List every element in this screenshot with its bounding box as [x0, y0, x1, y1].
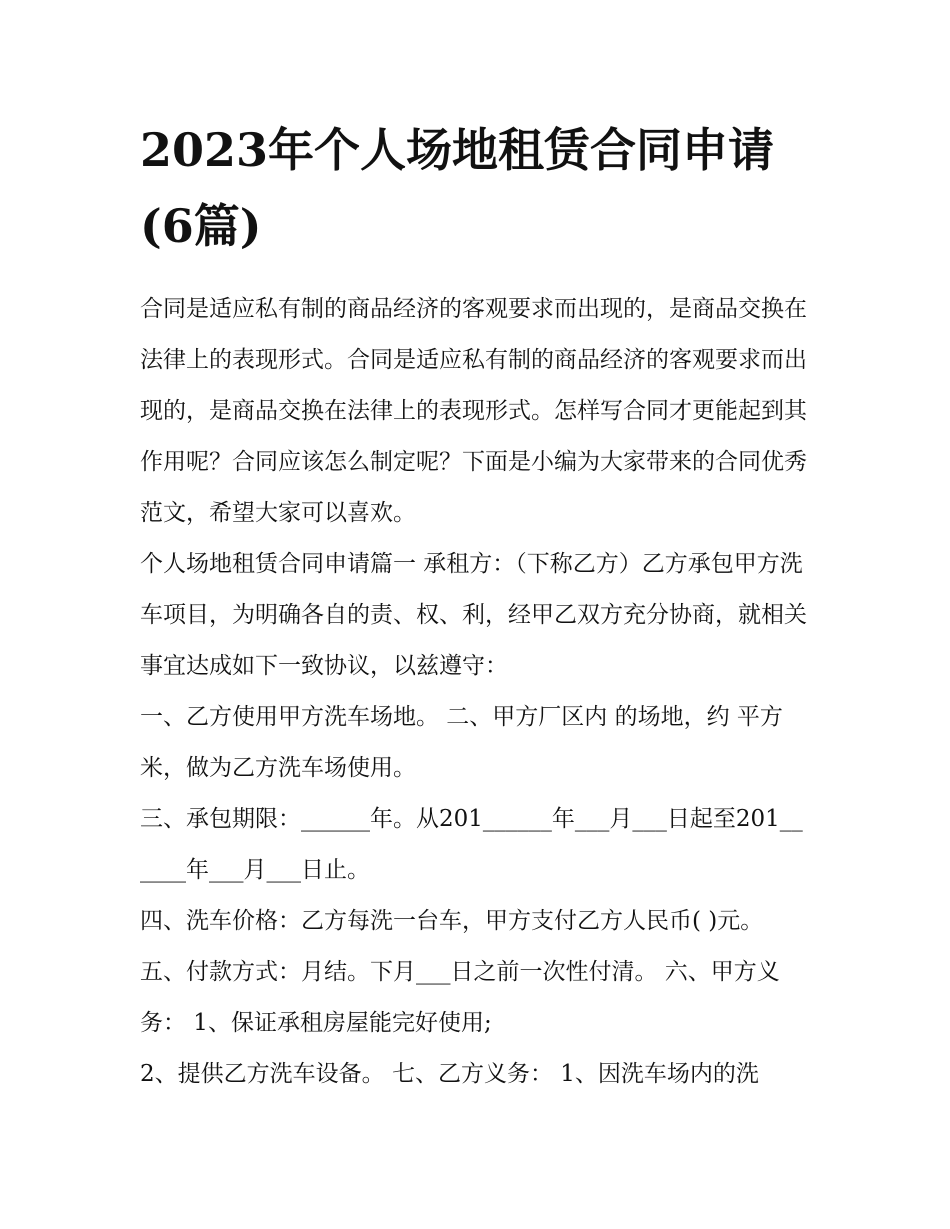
paragraph-clause-payment: 五、付款方式：月结。下月___日之前一次性付清。 六、甲方义务： 1、保证承租房屋能完好使用;: [140, 959, 780, 1036]
paragraph-clause-obligations: 2、提供乙方洗车设备。 七、乙方义务： 1、因洗车场内的洗: [140, 1061, 759, 1087]
paragraph-clause-price: 四、洗车价格：乙方每洗一台车，甲方支付乙方人民币( )元。: [140, 908, 764, 934]
paragraph-contract-one-preamble: 个人场地租赁合同申请篇一 承租方：（下称乙方）乙方承包甲方洗车项目，为明确各自的责、权、利，经甲乙双方充分协商，就相关事宜达成如下一致协议，以兹遵守：: [140, 551, 807, 679]
paragraph-intro: 合同是适应私有制的商品经济的客观要求而出现的，是商品交换在法律上的表现形式。合同是适应私有制的商品经济的客观要求而出现的，是商品交换在法律上的表现形式。怎样写合同才更能起到其作用呢？合同应该怎么制定呢？下面是小编为大家带来的合同优秀范文，希望大家可以喜欢。: [140, 296, 807, 526]
paragraph-clause-term: 三、承包期限：______年。从201______年___月___日起至201______年___月___日止。: [140, 806, 803, 883]
document-title: 2023年个人场地租赁合同申请(6篇): [140, 123, 775, 253]
document-page: [140, 112, 810, 1100]
paragraph-clause-site: 一、乙方使用甲方洗车场地。 二、甲方厂区内 的场地，约 平方米，做为乙方洗车场使用。: [140, 704, 783, 781]
